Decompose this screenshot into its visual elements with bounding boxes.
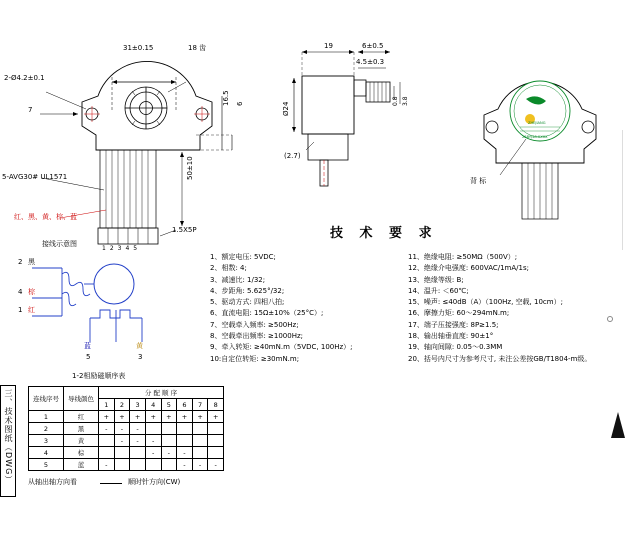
cell xyxy=(192,423,208,435)
cell xyxy=(192,435,208,447)
step-col: 4 xyxy=(145,399,161,411)
table-row xyxy=(29,447,224,459)
cell xyxy=(99,435,115,447)
requirement-item: 10:自定位转矩: ≥30mN.m; xyxy=(210,354,300,363)
table-row xyxy=(29,459,224,471)
connector-pins-label: 12345 xyxy=(102,245,142,252)
requirements-right-list xyxy=(408,252,591,365)
requirement-item: 16、摩擦力矩: 60～294mN.m; xyxy=(408,309,510,318)
cell xyxy=(130,447,146,459)
wiring-bottom-num-5: 5 xyxy=(86,353,91,361)
requirement-item: 13、绝缘等级: B; xyxy=(408,275,464,284)
table-row xyxy=(29,435,224,447)
requirement-item: 12、绝缘介电强度: 600VAC/1mA/1s; xyxy=(408,264,529,273)
step-col: 7 xyxy=(192,399,208,411)
requirement-item: 20、括号内尺寸为参考尺寸, 未注公差按GB/T1804-m级。 xyxy=(408,354,592,363)
header-sequence: 分 配 顺 序 xyxy=(99,387,224,399)
row-no: 2 xyxy=(29,423,64,435)
wiring-pin-2-no: 2 xyxy=(18,258,23,266)
cell: + xyxy=(99,411,115,423)
cell xyxy=(192,447,208,459)
back-label-view xyxy=(460,55,620,235)
dim-19-label: 19 xyxy=(324,42,333,50)
row-color: 黄 xyxy=(64,435,99,447)
header-connection-no: 连线序号 xyxy=(29,387,64,411)
wiring-bottom-num-3: 3 xyxy=(138,353,143,361)
cell xyxy=(114,447,130,459)
requirement-item: 17、端子压接强度: 8P≥1.5; xyxy=(408,320,499,329)
cell: - xyxy=(114,435,130,447)
dim-18-teeth-label: 18 齿 xyxy=(188,44,207,52)
cell xyxy=(161,423,177,435)
wiring-bottom-label-blue: 蓝 xyxy=(84,342,91,350)
cell: - xyxy=(161,447,177,459)
wire-colors-label: 红、黑、黄、棕、蓝 xyxy=(14,213,77,221)
cell: + xyxy=(192,411,208,423)
requirements-title xyxy=(330,222,438,241)
row-color: 红 xyxy=(64,411,99,423)
table-footer-right: 顺时针方向(CW) xyxy=(128,478,181,486)
cell: - xyxy=(145,447,161,459)
cell: - xyxy=(99,459,115,471)
side-tab xyxy=(0,385,16,497)
back-label-callout: 背 标 xyxy=(470,177,487,185)
cell: + xyxy=(208,411,224,423)
step-col: 5 xyxy=(161,399,177,411)
cell: - xyxy=(145,435,161,447)
cell: - xyxy=(130,435,146,447)
dim-24-label: Ø24 xyxy=(282,101,290,116)
requirement-item: 2、相数: 4; xyxy=(210,264,247,273)
phase-table xyxy=(28,386,224,471)
requirement-item: 9、牵入转矩: ≥40mN.m（5VDC, 100Hz）; xyxy=(210,343,353,352)
wiring-title: 接线示意图 xyxy=(42,240,77,248)
dim-38-label: 3.8 xyxy=(402,96,409,106)
row-no: 4 xyxy=(29,447,64,459)
requirement-item: 19、轴向间隙: 0.05～0.3MM xyxy=(408,343,503,352)
cell xyxy=(114,459,130,471)
wiring-pin-1-color: 红 xyxy=(28,306,35,314)
row-no: 3 xyxy=(29,435,64,447)
cell xyxy=(130,459,146,471)
cell: + xyxy=(130,411,146,423)
wiring-pin-1-no: 1 xyxy=(18,306,23,314)
wiring-pin-4-no: 4 xyxy=(18,288,23,296)
registration-mark xyxy=(607,316,613,322)
dim-6-05-label: 6±0.5 xyxy=(362,42,384,50)
cell xyxy=(177,435,193,447)
requirement-item: 4、步距角: 5.625°/32; xyxy=(210,286,285,295)
row-color: 棕 xyxy=(64,447,99,459)
cell xyxy=(208,423,224,435)
dim-16-5-label: 16.5 xyxy=(222,90,230,106)
cell: - xyxy=(177,447,193,459)
cell: - xyxy=(208,459,224,471)
cell: + xyxy=(114,411,130,423)
cell xyxy=(177,423,193,435)
cell xyxy=(145,423,161,435)
row-no: 1 xyxy=(29,411,64,423)
table-footer-left: 从轴出轴方向看 xyxy=(28,478,77,486)
wiring-bottom-label-yellow: 黄 xyxy=(136,342,143,350)
header-wire-color: 导线颜色 xyxy=(64,387,99,411)
dim-7-label: 7 xyxy=(28,106,33,114)
cell xyxy=(99,447,115,459)
requirement-item: 7、空载牵入频率: ≥500Hz; xyxy=(210,320,299,329)
wiring-pin-4-color: 棕 xyxy=(28,288,35,296)
step-col: 1 xyxy=(99,399,115,411)
side-view-drawing xyxy=(280,30,450,230)
requirement-item: 8、空载牵出频率: ≥1000Hz; xyxy=(210,332,304,341)
requirement-item: 15、噪声: ≤40dB（A）（100Hz, 空载, 10cm）; xyxy=(408,298,563,307)
footer-arrow xyxy=(100,483,122,484)
step-col: 8 xyxy=(208,399,224,411)
table-row xyxy=(29,411,224,423)
cell xyxy=(145,459,161,471)
wire-spec-label: 5-AVG30# UL1571 xyxy=(2,173,68,181)
row-no: 5 xyxy=(29,459,64,471)
dim-6-label: 6 xyxy=(236,101,244,106)
badge-line2: 28BYJ48-XXXX xyxy=(522,135,548,139)
dim-08-label: 0.8 xyxy=(392,96,399,106)
table-header-row xyxy=(29,387,224,399)
wiring-svg xyxy=(18,254,193,374)
dim-27-label: (2.7) xyxy=(284,152,301,160)
wiring-diagram xyxy=(18,240,193,370)
requirement-item: 5、驱动方式: 四相八拍; xyxy=(210,298,285,307)
cell: - xyxy=(192,459,208,471)
phase-table-title: 1-2相励磁顺序表 xyxy=(72,372,126,380)
step-col: 6 xyxy=(177,399,193,411)
corner-mark xyxy=(611,412,625,438)
requirement-item: 3、减速比: 1/32; xyxy=(210,275,266,284)
requirements-title-text: 技 术 要 求 xyxy=(330,226,438,241)
step-col: 3 xyxy=(130,399,146,411)
requirements-left-list xyxy=(210,252,353,365)
dim-45-03-label: 4.5±0.3 xyxy=(356,58,385,66)
side-tab-label: 三、技术图纸（DWG） xyxy=(4,389,13,485)
back-label-svg xyxy=(460,55,620,235)
cell: - xyxy=(114,423,130,435)
requirement-item: 14、温升: ＜60℃; xyxy=(408,286,469,295)
cell xyxy=(208,447,224,459)
dim-50-label: 50±10 xyxy=(186,156,194,180)
cell: + xyxy=(177,411,193,423)
dim-hole-label: 2-Ø4.2±0.1 xyxy=(4,74,45,82)
connector-pitch-label: 1.5X5P xyxy=(172,226,197,234)
cell xyxy=(161,435,177,447)
cell xyxy=(161,459,177,471)
cell: - xyxy=(99,423,115,435)
requirement-item: 1、额定电压: 5VDC; xyxy=(210,253,276,261)
cell: - xyxy=(177,459,193,471)
wiring-pin-2-color: 黑 xyxy=(28,258,35,266)
badge-line1: ZHEJIANG xyxy=(528,121,546,125)
row-color: 蓝 xyxy=(64,459,99,471)
requirement-item: 11、绝缘电阻: ≥50MΩ（500V）; xyxy=(408,253,518,261)
cell xyxy=(208,435,224,447)
cell: - xyxy=(130,423,146,435)
cell: + xyxy=(161,411,177,423)
edge-mark xyxy=(622,130,623,250)
front-view-drawing xyxy=(0,30,260,260)
requirement-item: 18、输出轴垂直度: 90±1° xyxy=(408,332,494,341)
front-view-svg xyxy=(0,30,260,260)
requirement-item: 6、直流电阻: 15Ω±10%（25°C）; xyxy=(210,309,324,318)
step-col: 2 xyxy=(114,399,130,411)
dim-31-label: 31±0.15 xyxy=(123,44,154,52)
cell: + xyxy=(145,411,161,423)
table-row xyxy=(29,423,224,435)
row-color: 黑 xyxy=(64,423,99,435)
